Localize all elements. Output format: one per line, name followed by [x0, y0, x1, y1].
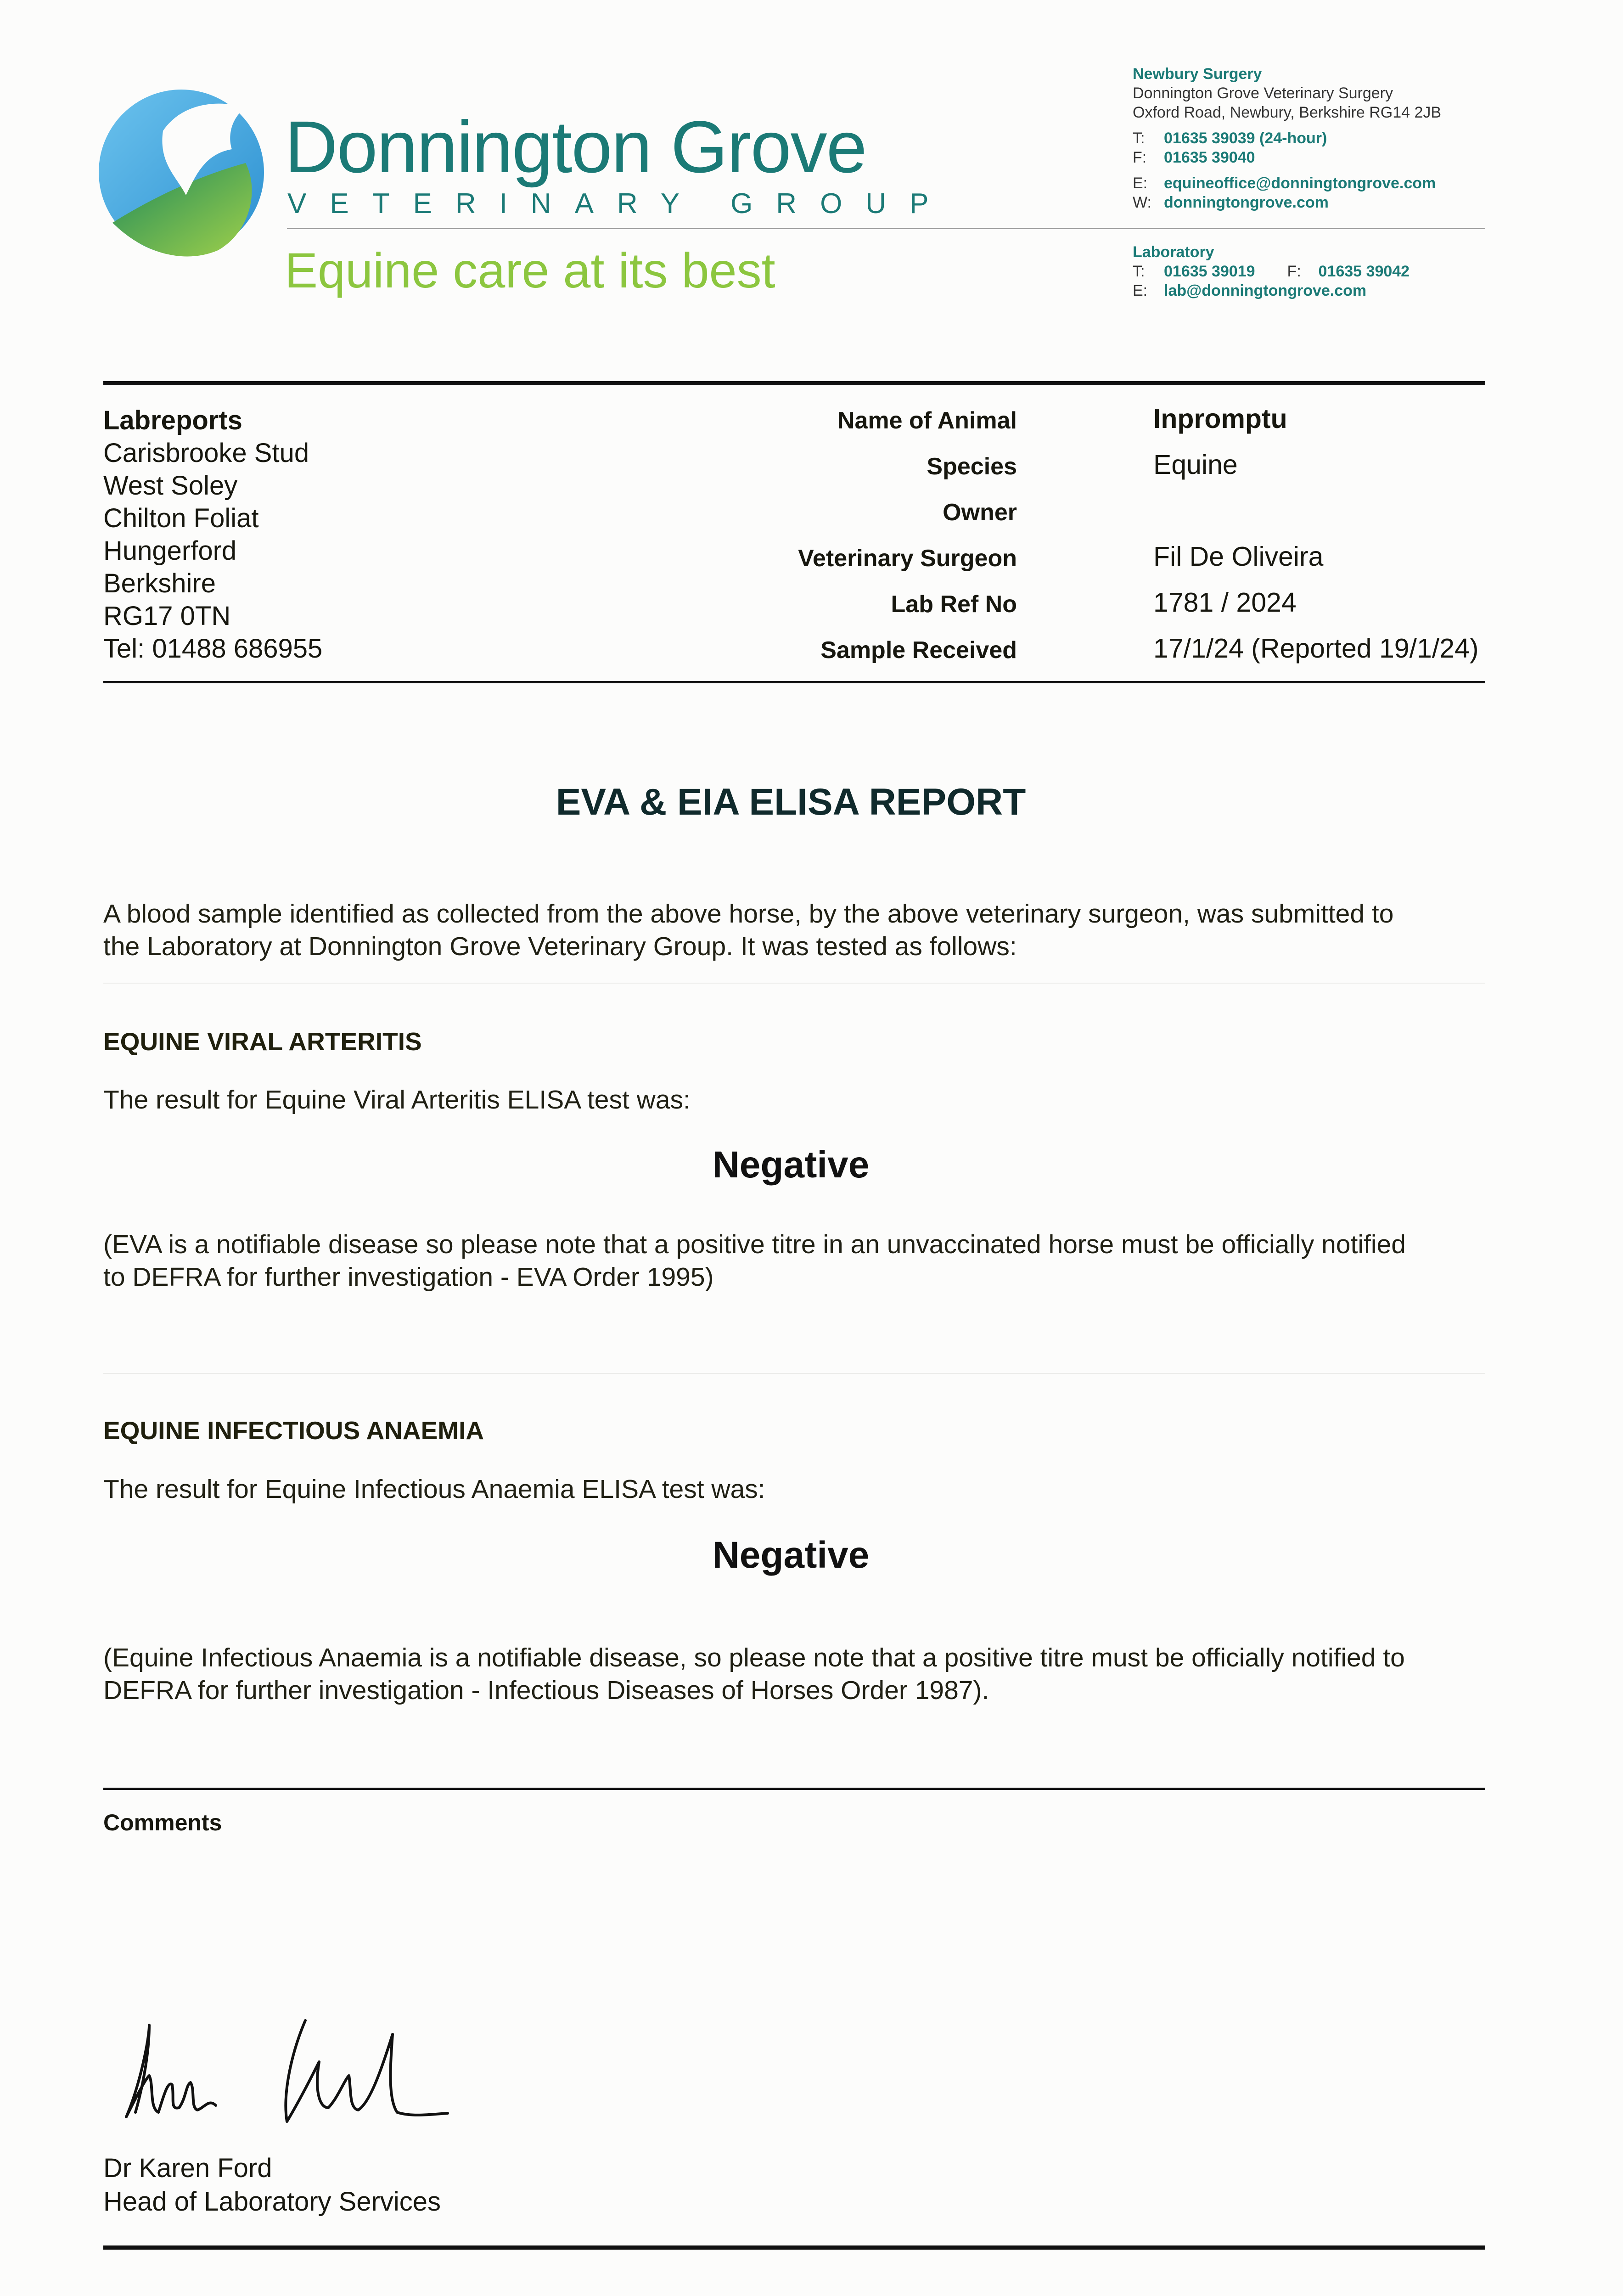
- surgery-heading: Newbury Surgery: [1133, 65, 1262, 83]
- intro-line: A blood sample identified as collected from the above horse, by the above veterinary surgeon, was submitted to: [103, 899, 1394, 929]
- brand-name: Donnington Grove: [285, 106, 866, 188]
- eva-result: Negative: [712, 1144, 870, 1186]
- brand-subtitle-left: VETERINARY: [287, 188, 703, 219]
- fax-label: F:: [1133, 149, 1147, 166]
- eva-note-line: (EVA is a notifiable disease so please note that a positive titre in an unvaccinated horse must be officially notified: [103, 1230, 1406, 1259]
- brand-tagline: Equine care at its best: [285, 242, 775, 298]
- detail-label: Sample Received: [820, 637, 1017, 664]
- logo-mark: [94, 85, 269, 259]
- detail-row-lab-ref: [781, 587, 1497, 633]
- eia-result-intro: The result for Equine Infectious Anaemia ELISA test was:: [103, 1474, 765, 1504]
- details-divider: [103, 681, 1485, 683]
- surgery-email-link[interactable]: equineoffice@donningtongrove.com: [1164, 174, 1436, 192]
- detail-row-sample-received: [781, 633, 1497, 679]
- species-value: Equine: [1153, 450, 1238, 480]
- lab-heading: Laboratory: [1133, 243, 1214, 261]
- lab-email-label: E:: [1133, 282, 1148, 299]
- address-line: West Soley: [103, 471, 238, 501]
- client-address: [103, 404, 322, 665]
- lab-phone[interactable]: 01635 39019: [1164, 263, 1255, 280]
- surgery-contact-block: [1133, 64, 1441, 212]
- signatory: [103, 2151, 441, 2218]
- animal-name-value: Inpromptu: [1153, 404, 1287, 434]
- address-line: Carisbrooke Stud: [103, 438, 309, 468]
- address-line: RG17 0TN: [103, 601, 231, 631]
- signature: [117, 2007, 484, 2144]
- lab-contact-block: [1133, 242, 1410, 300]
- eia-note-line: (Equine Infectious Anaemia is a notifiable disease, so please note that a positive titre must be officially notified to: [103, 1643, 1405, 1672]
- brand-subtitle: [287, 190, 952, 218]
- surgery-address: Oxford Road, Newbury, Berkshire RG14 2JB: [1133, 104, 1442, 121]
- detail-label: Lab Ref No: [891, 591, 1017, 618]
- top-divider: [103, 381, 1485, 385]
- surgery-fax: 01635 39040: [1164, 149, 1255, 166]
- lab-fax-label: F:: [1287, 263, 1301, 280]
- web-label: W:: [1133, 194, 1151, 211]
- bottom-divider: [103, 2245, 1485, 2250]
- eva-result-intro: The result for Equine Viral Arteritis ELISA test was:: [103, 1085, 691, 1114]
- detail-row-owner: [781, 495, 1497, 541]
- intro-paragraph: [103, 898, 1485, 963]
- header-divider: [287, 228, 1485, 229]
- address-line: Hungerford: [103, 536, 237, 566]
- lab-ref-value: 1781 / 2024: [1153, 587, 1297, 618]
- comments-label: Comments: [103, 1810, 222, 1835]
- client-name: Labreports: [103, 405, 242, 435]
- report-title: EVA & EIA ELISA REPORT: [556, 781, 1026, 823]
- section-divider: [103, 983, 1485, 984]
- address-phone: Tel: 01488 686955: [103, 634, 323, 664]
- detail-label: Species: [927, 453, 1017, 480]
- eva-note: [103, 1228, 1485, 1294]
- sample-received-value: 17/1/24 (Reported 19/1/24): [1153, 633, 1479, 664]
- comments-divider: [103, 1788, 1485, 1790]
- surgery-phone[interactable]: 01635 39039 (24-hour): [1164, 129, 1327, 147]
- address-line: Chilton Foliat: [103, 503, 259, 533]
- signatory-name: Dr Karen Ford: [103, 2153, 272, 2183]
- eva-heading: EQUINE VIRAL ARTERITIS: [103, 1027, 422, 1056]
- eia-result: Negative: [712, 1534, 870, 1576]
- section-divider: [103, 1373, 1485, 1374]
- detail-row-animal-name: [781, 403, 1497, 449]
- website-link[interactable]: donningtongrove.com: [1164, 194, 1329, 211]
- detail-row-species: [781, 449, 1497, 495]
- detail-row-vet-surgeon: [781, 541, 1497, 587]
- eia-heading: EQUINE INFECTIOUS ANAEMIA: [103, 1416, 484, 1445]
- brand-subtitle-right: GROUP: [730, 188, 952, 219]
- animal-details: [781, 403, 1497, 679]
- signatory-title: Head of Laboratory Services: [103, 2187, 441, 2217]
- surgery-name: Donnington Grove Veterinary Surgery: [1133, 84, 1393, 102]
- eia-note: [103, 1642, 1485, 1707]
- detail-label: Owner: [943, 499, 1017, 526]
- vet-surgeon-value: Fil De Oliveira: [1153, 541, 1324, 572]
- lab-fax: 01635 39042: [1318, 263, 1410, 280]
- eva-note-line: to DEFRA for further investigation - EVA Order 1995): [103, 1262, 714, 1292]
- tel-label: T:: [1133, 129, 1145, 147]
- intro-line: the Laboratory at Donnington Grove Veterinary Group. It was tested as follows:: [103, 932, 1017, 961]
- lab-tel-label: T:: [1133, 263, 1145, 280]
- detail-label: Veterinary Surgeon: [798, 545, 1017, 572]
- address-line: Berkshire: [103, 568, 216, 598]
- lab-email-link[interactable]: lab@donningtongrove.com: [1164, 282, 1367, 299]
- email-label: E:: [1133, 174, 1148, 192]
- detail-label: Name of Animal: [837, 407, 1017, 434]
- eia-note-line: DEFRA for further investigation - Infectious Diseases of Horses Order 1987).: [103, 1676, 989, 1705]
